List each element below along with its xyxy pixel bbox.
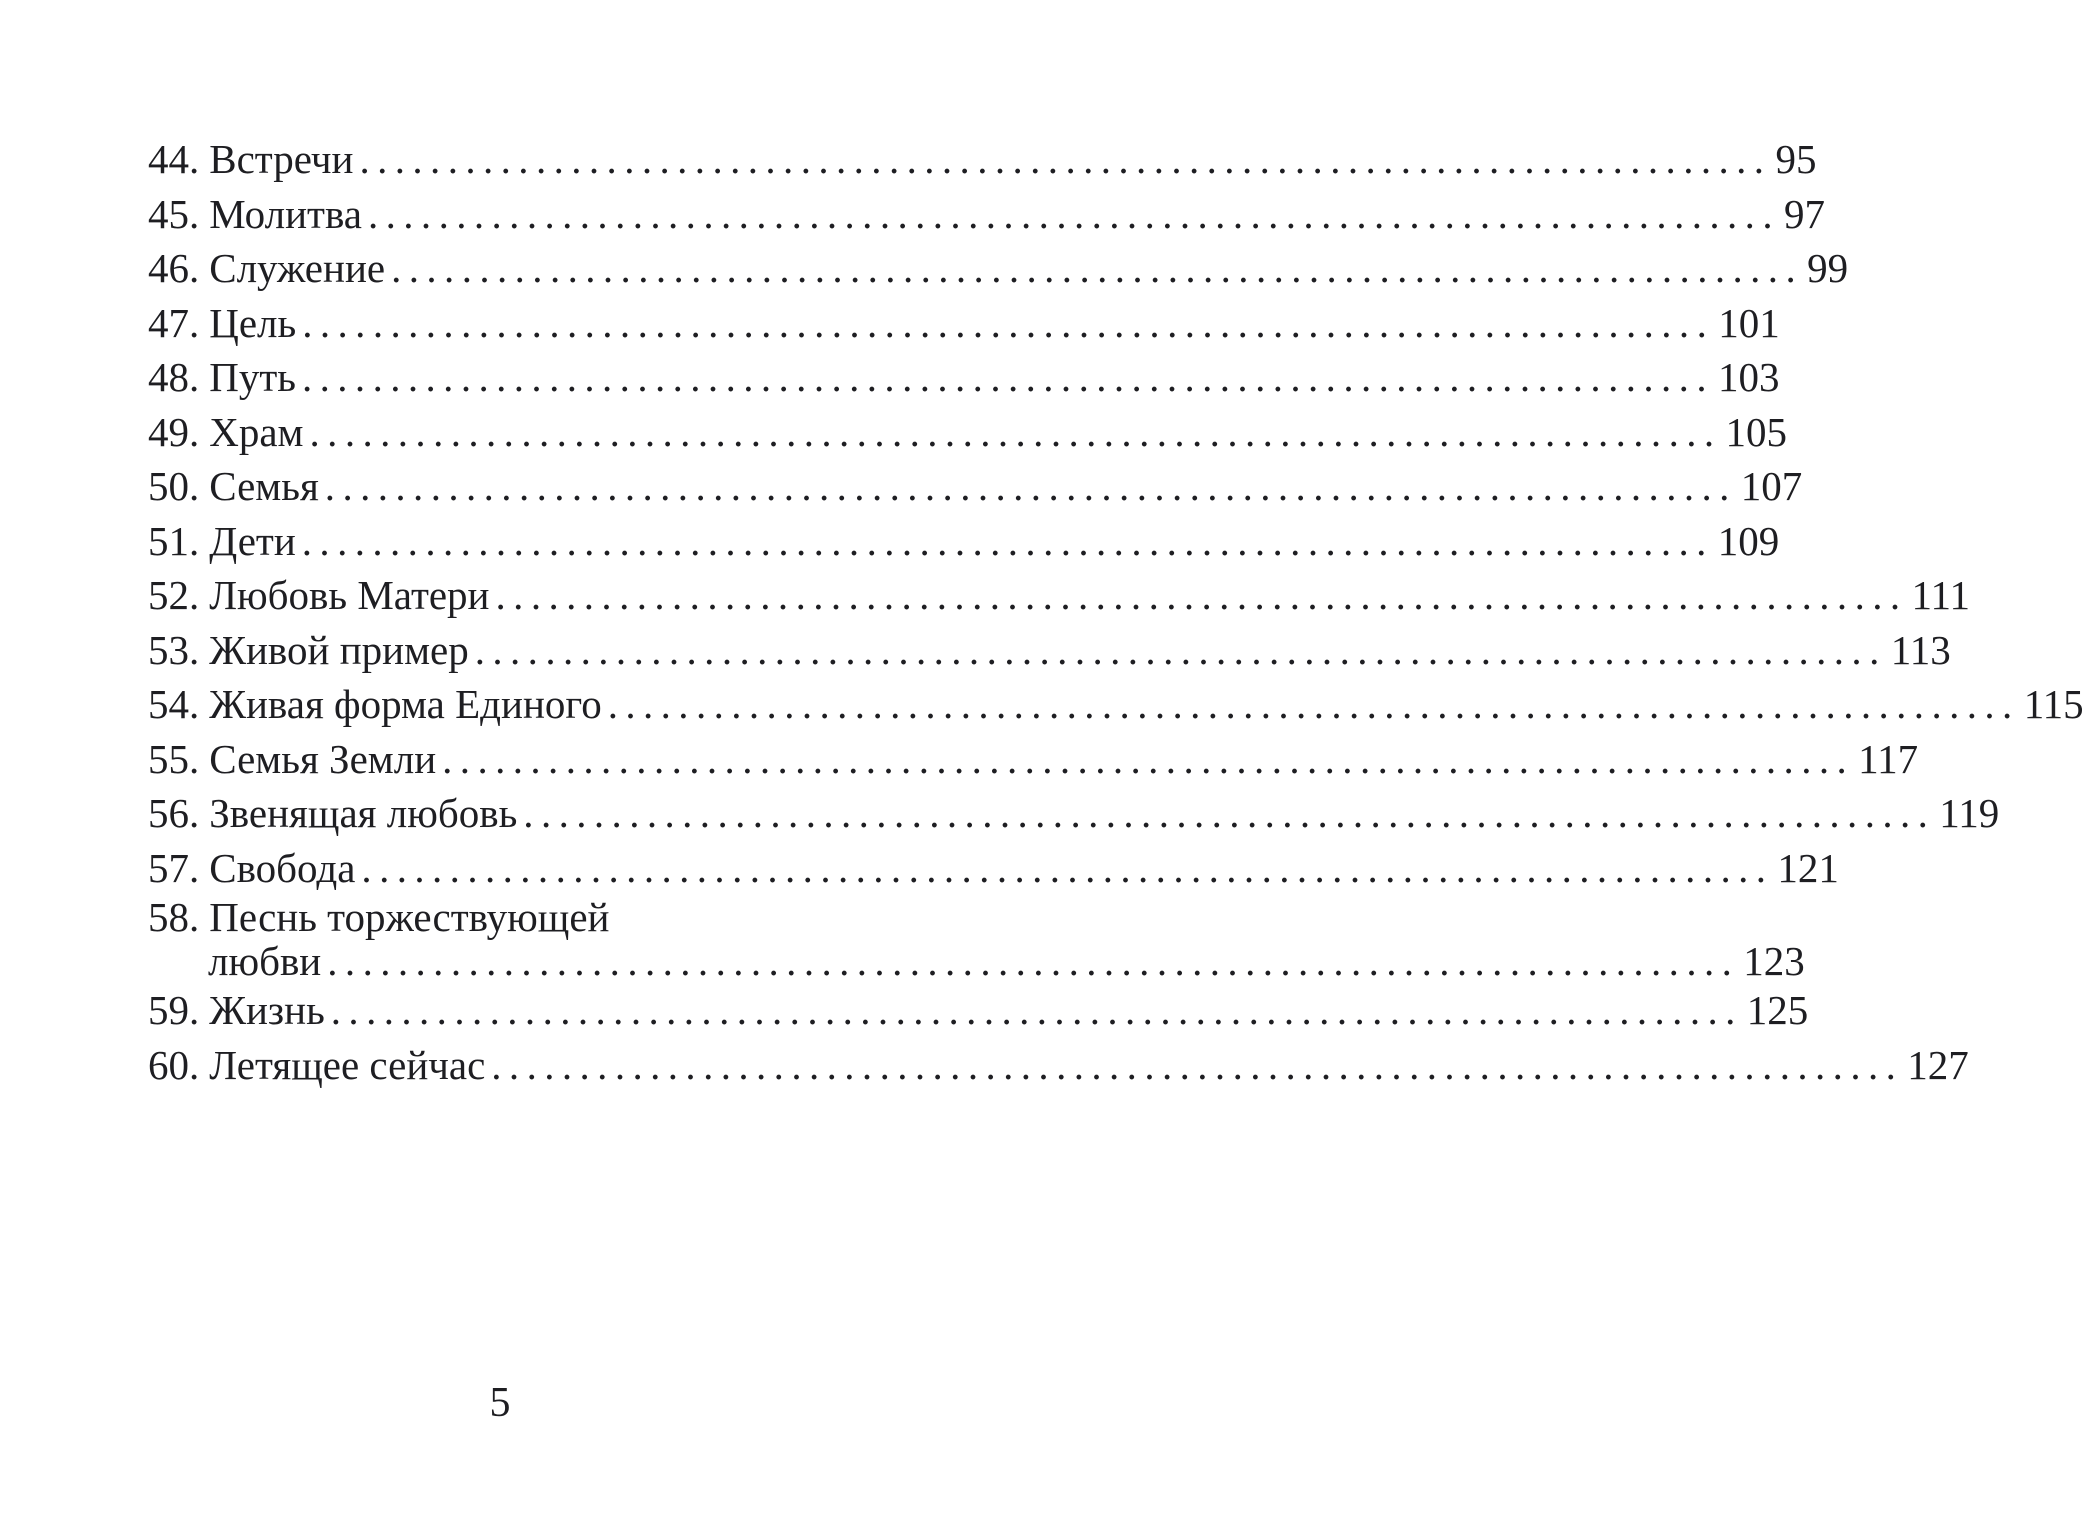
toc-entry-page: 97	[1783, 190, 1825, 237]
toc-entry-number: 45.	[148, 190, 200, 237]
toc-entry-page: 127	[1907, 1041, 1969, 1088]
toc-entry-title: Любовь Матери	[209, 572, 490, 618]
toc-entry-page: 105	[1725, 408, 1788, 455]
dot-leader: ................................................................................	[391, 245, 1804, 291]
toc-entry	[148, 786, 2000, 841]
toc-entry-page: 113	[1890, 626, 1951, 673]
toc-entry	[148, 187, 1825, 242]
toc-entry-number: 52.	[148, 572, 200, 618]
toc-entry-title: Встречи	[209, 136, 354, 182]
dot-leader: ................................................................................	[523, 790, 1936, 836]
toc-entry-first-line	[148, 895, 816, 939]
toc-entry-number: 47.	[148, 299, 200, 346]
dot-leader: ................................................................................	[607, 681, 2020, 727]
toc-entry	[148, 677, 2084, 732]
toc-entry-title: Цель	[209, 299, 297, 346]
toc-entry-number: 55.	[148, 735, 200, 782]
toc-entry-number: 58.	[148, 894, 200, 940]
toc-entry-title: Живая форма Единого	[209, 681, 602, 727]
toc-entry-title: Живой пример	[209, 626, 469, 673]
dot-leader: ................................................................................	[474, 626, 1887, 673]
toc-entry	[148, 894, 1805, 984]
dot-leader: ................................................................................	[301, 517, 1714, 564]
dot-leader: ................................................................................	[361, 844, 1774, 891]
toc-entry-title: Семья Земли	[209, 735, 437, 782]
dot-leader: ................................................................................	[301, 354, 1714, 400]
toc-entry-title: Звенящая любовь	[209, 790, 518, 836]
toc-entry-number: 59.	[148, 987, 200, 1033]
dot-leader: ................................................................................	[359, 136, 1772, 182]
toc-entry	[148, 514, 1780, 569]
toc-entry	[148, 623, 1951, 678]
toc-entry-number: 50.	[148, 463, 200, 509]
toc-entry-page: 115	[2023, 681, 2084, 727]
dot-leader: ................................................................................	[495, 572, 1908, 618]
toc-entry	[148, 241, 1849, 296]
toc-entry-page: 123	[1743, 938, 1805, 984]
table-of-contents	[148, 132, 2084, 1092]
toc-entry-page: 125	[1746, 987, 1809, 1033]
toc-entry	[148, 405, 1788, 460]
toc-entry	[148, 296, 1780, 351]
toc-entry-title: Семья	[209, 463, 319, 509]
toc-entry-title: Летящее сейчас	[209, 1041, 486, 1088]
toc-entry-number: 44.	[148, 136, 200, 182]
toc-entry-page: 103	[1717, 354, 1780, 400]
toc-entry	[148, 132, 1817, 187]
toc-entry-number: 60.	[148, 1041, 200, 1088]
toc-entry-number: 51.	[148, 517, 200, 564]
dot-leader: ................................................................................	[330, 987, 1743, 1033]
toc-entry-title: Жизнь	[209, 987, 325, 1033]
toc-entry-page: 121	[1777, 844, 1839, 891]
toc-entry-page: 101	[1718, 299, 1780, 346]
toc-entry	[148, 568, 1970, 623]
toc-entry-number: 48.	[148, 354, 200, 400]
page-number: 5	[489, 1380, 511, 1426]
dot-leader: ................................................................................	[309, 408, 1722, 455]
toc-entry-page: 109	[1717, 517, 1780, 564]
toc-entry-page: 95	[1775, 136, 1817, 182]
toc-entry-title: Свобода	[209, 844, 356, 891]
toc-entry	[148, 350, 1780, 405]
toc-entry	[148, 459, 1803, 514]
toc-entry-title: Путь	[209, 354, 296, 400]
dot-leader: ................................................................................	[491, 1041, 1904, 1088]
toc-entry-page: 111	[1911, 572, 1970, 618]
toc-entry	[148, 732, 1919, 787]
toc-entry-title: Храм	[209, 408, 304, 455]
toc-entry	[148, 841, 1839, 896]
toc-entry-page: 107	[1740, 463, 1803, 509]
dot-leader: ................................................................................	[367, 190, 1780, 237]
toc-entry-title: Дети	[209, 517, 296, 564]
dot-leader: ................................................................................	[442, 735, 1855, 782]
toc-entry-title: Песнь торжествующей	[209, 894, 610, 940]
dot-leader: ................................................................................	[302, 299, 1715, 346]
toc-entry-page: 117	[1858, 735, 1919, 782]
toc-entry-page: 99	[1807, 245, 1849, 291]
toc-entry-title: Служение	[209, 245, 386, 291]
toc-entry-number: 54.	[148, 681, 200, 727]
dot-leader: ................................................................................	[327, 938, 1740, 984]
toc-entry-number: 53.	[148, 626, 200, 673]
toc-entry	[148, 983, 1809, 1038]
toc-entry-title-continuation: любви	[208, 938, 322, 984]
toc-entry-number: 46.	[148, 245, 200, 291]
toc-entry	[148, 1038, 1969, 1093]
toc-entry-second-line	[148, 938, 1805, 984]
toc-entry-page: 119	[1939, 790, 2000, 836]
toc-entry-title: Молитва	[209, 190, 362, 237]
toc-entry-number: 57.	[148, 844, 200, 891]
toc-entry-number: 49.	[148, 408, 200, 455]
toc-entry-number: 56.	[148, 790, 200, 836]
dot-leader: ................................................................................	[324, 463, 1737, 509]
